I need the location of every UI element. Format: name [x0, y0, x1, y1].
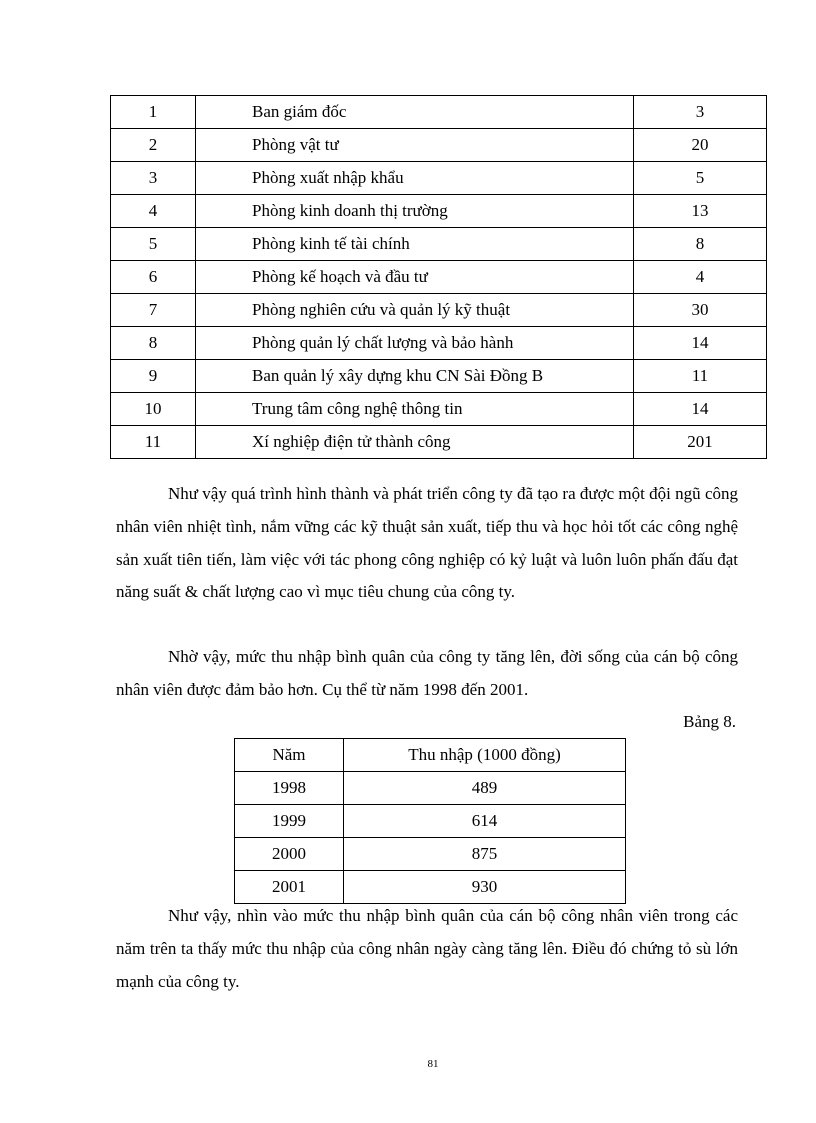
department-name: Phòng kinh doanh thị trường: [196, 195, 634, 228]
body-paragraph-income-intro: Nhờ vậy, mức thu nhập bình quân của công ty tăng lên, đời sống của cán bộ công nhân viên được đảm bảo hơn. Cụ thể từ năm 1998 đến 2001.: [116, 647, 738, 699]
table-row: [111, 228, 767, 261]
department-name: Ban giám đốc: [196, 96, 634, 129]
row-number: 9: [111, 360, 196, 393]
body-paragraph-conclusion: Như vậy, nhìn vào mức thu nhập bình quân của cán bộ công nhân viên trong các năm trên ta thấy mức thu nhập của công nhân ngày càng tăng lên. Điều đó chứng tỏ sù lớn mạnh của công ty.: [116, 906, 738, 991]
income-cell: 489: [344, 772, 626, 805]
row-number: 10: [111, 393, 196, 426]
body-paragraph-workforce: Như vậy quá trình hình thành và phát triển công ty đã tạo ra được một đội ngũ công nhân viên nhiệt tình, nắm vững các kỹ thuật sản xuất, tiếp thu và học hỏi tốt các công nghệ sản xuất tiên tiến, làm việc với tác phong công nghiệp có kỷ luật và luôn luôn phấn đấu đạt năng suất & chất lượng cao vì mục tiêu chung của công ty.: [116, 484, 738, 602]
table-row: [111, 261, 767, 294]
department-table: [110, 95, 767, 459]
year-cell: 2001: [235, 871, 344, 904]
staff-count: 5: [634, 162, 767, 195]
table-row: [111, 96, 767, 129]
table-header-row: [235, 739, 626, 772]
department-name: Phòng xuất nhập khẩu: [196, 162, 634, 195]
department-name: Phòng kế hoạch và đầu tư: [196, 261, 634, 294]
row-number: 11: [111, 426, 196, 459]
row-number: 3: [111, 162, 196, 195]
income-cell: 875: [344, 838, 626, 871]
staff-count: 13: [634, 195, 767, 228]
staff-count: 201: [634, 426, 767, 459]
year-cell: 2000: [235, 838, 344, 871]
department-name: Phòng nghiên cứu và quản lý kỹ thuật: [196, 294, 634, 327]
row-number: 8: [111, 327, 196, 360]
table-caption: Bảng 8.: [683, 712, 736, 731]
income-table: [234, 738, 626, 904]
row-number: 1: [111, 96, 196, 129]
staff-count: 14: [634, 393, 767, 426]
row-number: 5: [111, 228, 196, 261]
table-row: [111, 162, 767, 195]
table-row: [235, 838, 626, 871]
income-cell: 614: [344, 805, 626, 838]
row-number: 4: [111, 195, 196, 228]
staff-count: 8: [634, 228, 767, 261]
table-row: [111, 426, 767, 459]
table-row: [235, 871, 626, 904]
department-name: Ban quản lý xây dựng khu CN Sài Đồng B: [196, 360, 634, 393]
table-row: [111, 360, 767, 393]
staff-count: 11: [634, 360, 767, 393]
row-number: 2: [111, 129, 196, 162]
page-number: 81: [427, 1058, 439, 1070]
row-number: 7: [111, 294, 196, 327]
department-name: Phòng vật tư: [196, 129, 634, 162]
table-row: [235, 805, 626, 838]
staff-count: 14: [634, 327, 767, 360]
year-cell: 1999: [235, 805, 344, 838]
table-row: [111, 393, 767, 426]
staff-count: 20: [634, 129, 767, 162]
staff-count: 4: [634, 261, 767, 294]
table-row: [111, 129, 767, 162]
staff-count: 3: [634, 96, 767, 129]
table-row: [235, 772, 626, 805]
year-cell: 1998: [235, 772, 344, 805]
department-name: Trung tâm công nghệ thông tin: [196, 393, 634, 426]
row-number: 6: [111, 261, 196, 294]
table-row: [111, 195, 767, 228]
year-column-header: Năm: [235, 739, 344, 772]
table-row: [111, 327, 767, 360]
department-name: Phòng kinh tế tài chính: [196, 228, 634, 261]
income-column-header: Thu nhập (1000 đồng): [344, 739, 626, 772]
department-name: Xí nghiệp điện tử thành công: [196, 426, 634, 459]
staff-count: 30: [634, 294, 767, 327]
table-row: [111, 294, 767, 327]
income-cell: 930: [344, 871, 626, 904]
department-name: Phòng quản lý chất lượng và bảo hành: [196, 327, 634, 360]
